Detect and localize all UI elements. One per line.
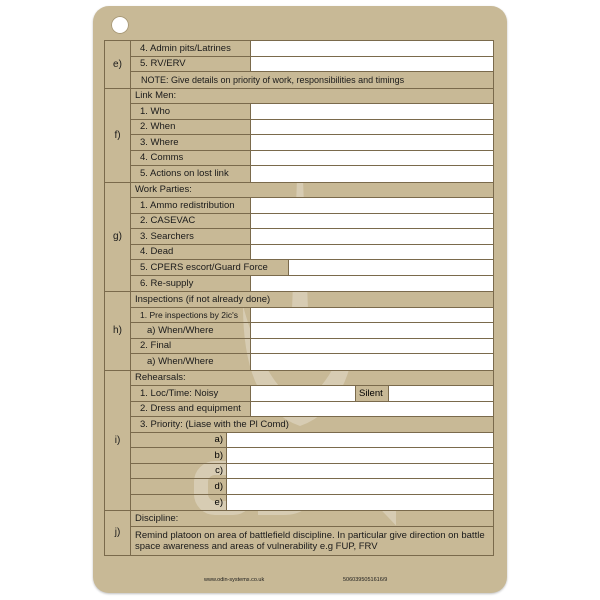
orders-form: [104, 40, 494, 556]
row-label: 3. Where: [131, 135, 251, 150]
entry-field[interactable]: [251, 166, 493, 182]
entry-field[interactable]: [251, 229, 493, 244]
sub-letter: c): [201, 464, 227, 479]
entry-field[interactable]: [251, 339, 493, 354]
section-letter: j): [105, 511, 131, 555]
row-label: 6. Re-supply: [131, 276, 251, 292]
entry-field[interactable]: [251, 323, 493, 338]
entry-field[interactable]: [251, 198, 493, 213]
section-letter: g): [105, 183, 131, 292]
entry-field[interactable]: [251, 214, 493, 229]
priority-label: 3. Priority: (Liase with the Pl Comd): [140, 418, 289, 430]
sub-letter: b): [201, 448, 227, 463]
row-label: 1. Ammo redistribution: [131, 198, 251, 213]
section-header: Rehearsals:: [135, 372, 186, 384]
entry-field[interactable]: [227, 464, 493, 479]
row-label: 2. Dress and equipment: [131, 402, 251, 417]
row-label: 2. Final: [131, 339, 251, 354]
section-f: [105, 89, 493, 183]
entry-field[interactable]: [251, 245, 493, 260]
lanyard-hole: [111, 16, 129, 34]
entry-field[interactable]: [227, 479, 493, 494]
noisy-field[interactable]: [251, 386, 355, 401]
row-label: 5. Actions on lost link: [131, 166, 251, 182]
section-i: [105, 371, 493, 512]
silent-label: Silent: [355, 386, 389, 401]
section-header: Discipline:: [135, 512, 179, 524]
sub-letter: e): [201, 495, 227, 511]
section-letter: i): [105, 371, 131, 511]
entry-field[interactable]: [251, 120, 493, 135]
section-j: [105, 511, 493, 555]
entry-field[interactable]: [251, 402, 493, 417]
section-letter: f): [105, 89, 131, 182]
entry-field[interactable]: [251, 57, 493, 72]
row-label: 1. Loc/Time: Noisy: [131, 386, 251, 401]
entry-field[interactable]: [251, 308, 493, 323]
entry-field[interactable]: [251, 104, 493, 119]
section-header: Inspections (if not already done): [135, 293, 271, 305]
entry-field[interactable]: [251, 354, 493, 370]
row-label: 4. Comms: [131, 151, 251, 166]
reference-card: [93, 6, 507, 593]
entry-field[interactable]: [227, 448, 493, 463]
row-label: 2. When: [131, 120, 251, 135]
section-note: NOTE: Give details on priority of work, responsibilities and timings: [141, 74, 405, 85]
website-text: www.odin-systems.co.uk: [204, 577, 265, 583]
row-label: 4. Dead: [131, 245, 251, 260]
product-code: 5060395051616/9: [343, 577, 388, 583]
row-label: 2. CASEVAC: [131, 214, 251, 229]
entry-field[interactable]: [251, 151, 493, 166]
row-label: a) When/Where: [131, 323, 251, 338]
entry-field[interactable]: [251, 135, 493, 150]
entry-field[interactable]: [227, 495, 493, 511]
section-g: [105, 183, 493, 293]
section-h: [105, 292, 493, 371]
section-header: Link Men:: [135, 90, 177, 102]
entry-field[interactable]: [251, 276, 493, 292]
section-e: [105, 41, 493, 89]
entry-field[interactable]: [251, 41, 493, 56]
row-label: a) When/Where: [131, 354, 251, 370]
silent-field[interactable]: [389, 386, 493, 401]
sub-letter: a): [201, 433, 227, 448]
entry-field[interactable]: [289, 260, 493, 275]
entry-field[interactable]: [227, 433, 493, 448]
row-label: 1. Who: [131, 104, 251, 119]
section-letter: e): [105, 41, 131, 88]
row-label: 3. Searchers: [131, 229, 251, 244]
row-label: 4. Admin pits/Latrines: [131, 41, 251, 56]
row-label: 5. RV/ERV: [131, 57, 251, 72]
discipline-text: Remind platoon on area of battlefield discipline. In particular give direction on battle space awareness and areas of vulnerability e.g FUP, FRV: [135, 529, 485, 552]
row-label: 5. CPERS escort/Guard Force: [131, 260, 289, 275]
sub-letter: d): [201, 479, 227, 494]
section-letter: h): [105, 292, 131, 370]
row-label: 1. Pre inspections by 2ic's: [131, 308, 251, 323]
section-header: Work Parties:: [135, 184, 192, 196]
